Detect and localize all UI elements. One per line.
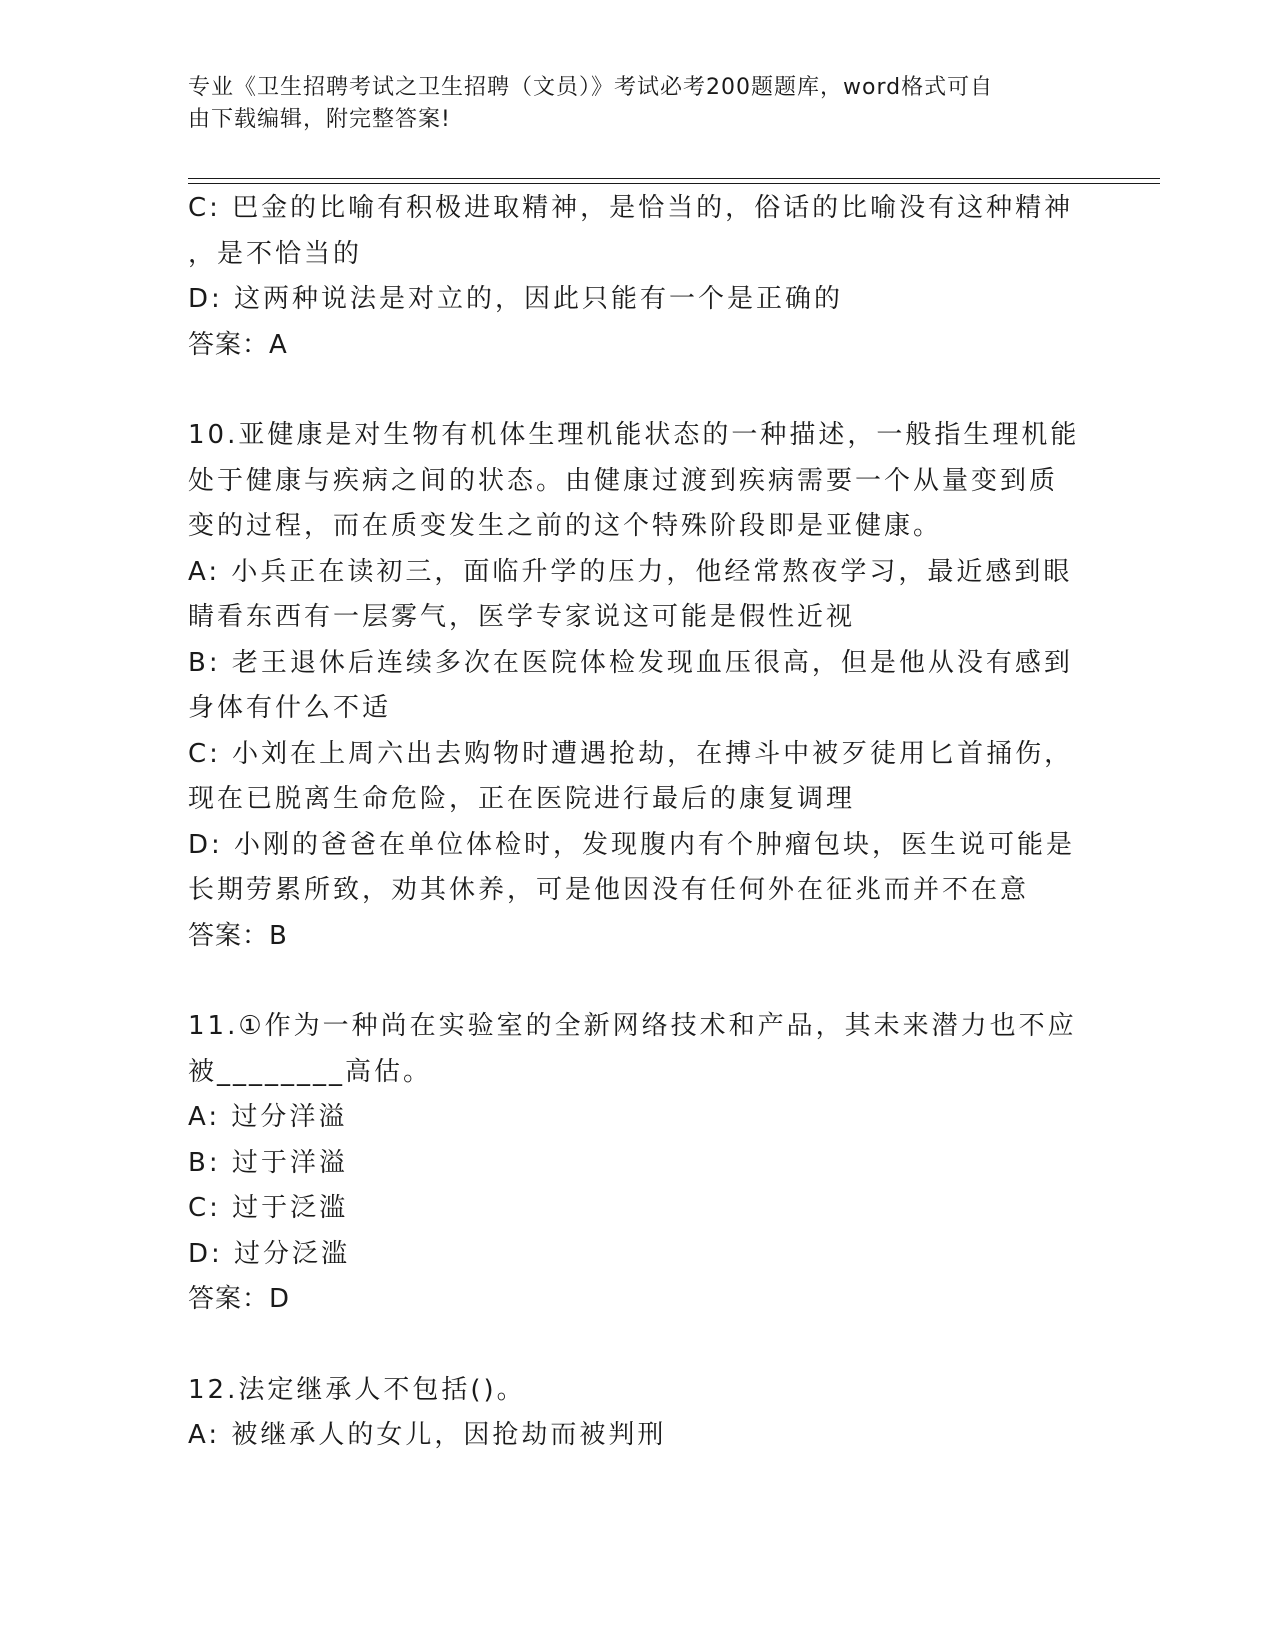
- question-10: [188, 413, 1088, 959]
- q10-option-c-line-2: 现在已脱离生命危险，正在医院进行最后的康复调理: [188, 784, 856, 814]
- header-double-rule: [188, 178, 1160, 184]
- header-title-line-1: 专业《卫生招聘考试之卫生招聘（文员）》考试必考200题题库，word格式可自: [188, 75, 994, 100]
- q10-option-d-line-1: D: 小刚的爸爸在单位体检时，发现腹内有个肿瘤包块，医生说可能是: [188, 829, 1076, 860]
- q10-option-a-line-1: A: 小兵正在读初三，面临升学的压力，他经常熬夜学习，最近感到眼: [188, 556, 1073, 587]
- q10-stem-line-3: 变的过程，而在质变发生之前的这个特殊阶段即是亚健康。: [188, 511, 943, 541]
- q11-option-b: B: 过于洋溢: [188, 1147, 348, 1178]
- q9-option-c-line-2: ，是不恰当的: [188, 238, 363, 269]
- spacer: [188, 959, 1088, 1004]
- spacer: [188, 1323, 1088, 1368]
- question-content: [188, 186, 1088, 1459]
- question-11: [188, 1004, 1088, 1323]
- q10-option-d-line-2: 长期劳累所致，劝其休养，可是他因没有任何外在征兆而并不在意: [188, 875, 1030, 905]
- q10-option-b-line-2: 身体有什么不适: [188, 693, 392, 723]
- q10-option-c-line-1: C: 小刘在上周六出去购物时遭遇抢劫，在搏斗中被歹徒用匕首捅伤，: [188, 738, 1074, 769]
- page-header: [188, 72, 1088, 136]
- q11-stem-line-2: 被________高估。: [188, 1056, 433, 1087]
- q10-stem-line-2: 处于健康与疾病之间的状态。由健康过渡到疾病需要一个从量变到质: [188, 465, 1059, 496]
- q10-stem-line-1: 10.亚健康是对生物有机体生理机能状态的一种描述，一般指生理机能: [188, 420, 1080, 450]
- q11-option-a: A: 过分洋溢: [188, 1102, 348, 1132]
- q12-stem: 12.法定继承人不包括()。: [188, 1374, 526, 1405]
- q11-answer: 答案：D: [188, 1284, 291, 1314]
- q10-option-a-line-2: 睛看东西有一层雾气，医学专家说这可能是假性近视: [188, 602, 856, 632]
- q9-option-d: D: 这两种说法是对立的，因此只能有一个是正确的: [188, 284, 844, 314]
- question-12: [188, 1368, 1088, 1459]
- q10-option-b-line-1: B: 老王退休后连续多次在医院体检发现血压很高，但是他从没有感到: [188, 647, 1073, 678]
- q9-answer: 答案：A: [188, 329, 288, 360]
- q11-option-c: C: 过于泛滥: [188, 1193, 349, 1223]
- q9-option-c-line-1: C: 巴金的比喻有积极进取精神，是恰当的，俗话的比喻没有这种精神: [188, 193, 1074, 223]
- spacer: [188, 368, 1088, 413]
- header-title-line-2: 由下载编辑，附完整答案!: [188, 107, 451, 132]
- q12-option-a: A: 被继承人的女儿，因抢劫而被判刑: [188, 1420, 667, 1450]
- q10-answer: 答案：B: [188, 920, 288, 951]
- question-9: [188, 186, 1088, 368]
- q11-option-d: D: 过分泛滥: [188, 1238, 351, 1269]
- q11-stem-line-1: 11.①作为一种尚在实验室的全新网络技术和产品，其未来潜力也不应: [188, 1011, 1077, 1041]
